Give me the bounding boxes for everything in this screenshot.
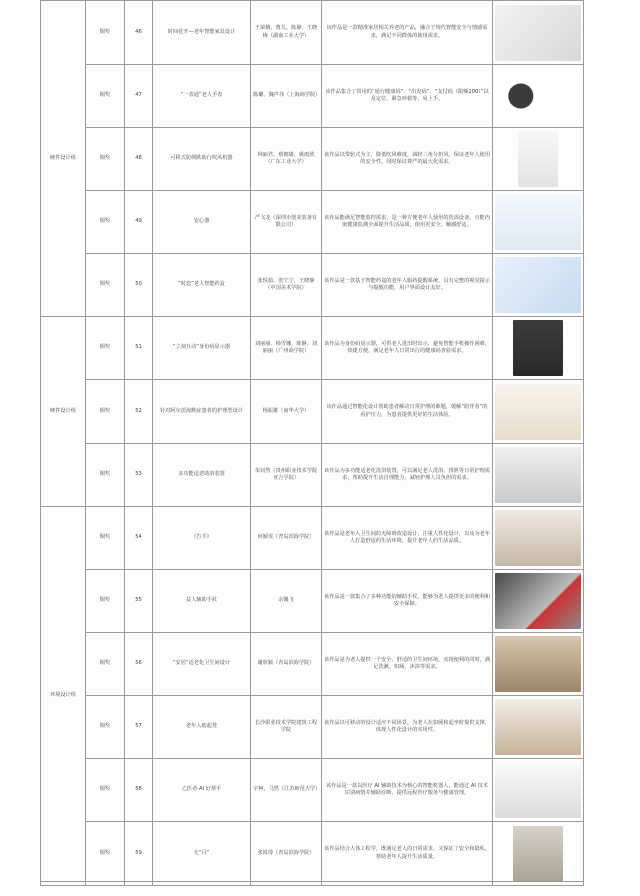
image-cell: [493, 317, 584, 380]
table-row: [41, 191, 584, 254]
title-cell: 益人辅助手杖: [153, 570, 251, 633]
image-cell: [493, 444, 584, 507]
code-display-photo: [513, 320, 563, 376]
toilet-room-photo: [495, 636, 581, 692]
title-cell: 多功能适老助浴装置: [153, 444, 251, 507]
table-row: [41, 759, 584, 822]
table-row: [41, 128, 584, 191]
number-cell: 46: [125, 1, 153, 65]
smart-furniture-photo: [495, 5, 581, 61]
author-cell: 陈璐、魏声伟（上海商学院）: [251, 65, 322, 128]
number-cell: 52: [125, 380, 153, 444]
description-cell: 该作品为多功能适老化洗浴装置，可以满足老人洗浴、排泄等日常护理需求，帮助提升生活自理能力，减轻护理人员负担的需求。: [322, 444, 493, 507]
bath-aid-device-photo: [495, 447, 581, 503]
image-cell: [493, 191, 584, 254]
description-cell: 该作品是一款集合了多种功能的辅助手杖，能够为老人提供更多的便利和安全保障。: [322, 570, 493, 633]
title-cell: “安居”适老化卫生间设计: [153, 633, 251, 696]
description-cell: 该作品是一款精准家居相关养老的产品，融合于现代智能安全与情感需求，满足不同群体的使用需求。: [322, 1, 493, 65]
category-cell: 硬件设计组: [41, 1, 86, 317]
description-cell: 该作品以带轮式为主，降低吹风难度，减轻三角分担风，保证老年人使用的安全性。同时保证尊严的最大化需求。: [322, 128, 493, 191]
number-cell: 51: [125, 317, 153, 380]
smartwatch-photo: [495, 68, 581, 124]
description-cell: 该作品是为老人提供一个安全、舒适的卫生间环境，实现便利的同时，满足洗漱、如厕、沐浴等需求。: [322, 633, 493, 696]
title-cell: 可移式防倒跌助行吹风机器: [153, 128, 251, 191]
description-cell: 该作品为身份码显示器，可供老人进出时出示，避免智能手机操作困难，快捷方便，满足老年人日常出行的健康码查验需求。: [322, 317, 493, 380]
author-cell: 王荣娥、曹儿、陈静、王晓梅（湖南工业大学）: [251, 1, 322, 65]
author-cell: 谢欣颖（青岛滨海学院）: [251, 633, 322, 696]
number-cell: 48: [125, 128, 153, 191]
award-cell: 铜奖: [86, 633, 125, 696]
author-cell: 严飞龙（深圳市创美装备有限公司）: [251, 191, 322, 254]
awards-table: [40, 0, 584, 886]
table-bottom-border: [40, 881, 583, 882]
award-cell: 铜奖: [86, 507, 125, 570]
award-cell: 铜奖: [86, 759, 125, 822]
number-cell: 50: [125, 254, 153, 317]
author-cell: 朱钊然（贵州职业技术学院亚吉学院）: [251, 444, 322, 507]
category-cell: 硬件设计组: [41, 317, 86, 507]
description-cell: 该作品能满足智能监控需求，是一种方便老年人使用的洗浴设备，且能内嵌健康监测全面提升生活品质，使用更安全，触感舒适。: [322, 191, 493, 254]
care-design-sketch: [495, 384, 581, 440]
description-cell: 该作品是一款基于智能药盒的老年人服药提醒系统，具有完整的视觉提示与提醒功能，用户界面设计友好。: [322, 254, 493, 317]
author-cell: 宇柯、马然（江苏师范大学）: [251, 759, 322, 822]
image-cell: [493, 380, 584, 444]
award-cell: 铜奖: [86, 380, 125, 444]
description-cell: 该作品是一款以医疗 AI 辅助技术为核心的智能机器人，能通过 AI 技术识别病情并辅助诊断，提供远程医疗服务与健康管理。: [322, 759, 493, 822]
number-cell: 53: [125, 444, 153, 507]
category-cell: 环境设计组: [41, 507, 86, 886]
title-cell: 老年人助起凳: [153, 696, 251, 759]
walking-aid-photo: [495, 573, 581, 629]
table-row: [41, 65, 584, 128]
number-cell: 54: [125, 507, 153, 570]
award-cell: 铜奖: [86, 65, 125, 128]
award-cell: 铜奖: [86, 570, 125, 633]
description-cell: 该作品结合人体工程学，既满足老人的日常需求，又保证了安全和隐私，帮助老年人提升生活质量。: [322, 822, 493, 886]
award-cell: 铜奖: [86, 444, 125, 507]
number-cell: 59: [125, 822, 153, 886]
hair-dryer-stand-photo: [518, 131, 558, 187]
author-cell: 何颖雯（青岛滨海学院）: [251, 507, 322, 570]
award-cell: 铜奖: [86, 822, 125, 886]
table-row: [41, 570, 584, 633]
author-cell: 长沙职业技术学院建筑工程学院: [251, 696, 322, 759]
image-cell: [493, 633, 584, 696]
award-cell: 铜奖: [86, 696, 125, 759]
title-cell: 《告手》: [153, 507, 251, 570]
table-row: [41, 317, 584, 380]
image-cell: [493, 128, 584, 191]
image-cell: [493, 254, 584, 317]
title-cell: 无“目”: [153, 822, 251, 886]
author-cell: 林丽君、蔡朝雄、姚雨欣（广东工业大学）: [251, 128, 322, 191]
image-cell: [493, 570, 584, 633]
number-cell: 55: [125, 570, 153, 633]
author-cell: 刘丽丽、杨雪娜、陈静、刘丽丽（广州商学院）: [251, 317, 322, 380]
table-row: [41, 696, 584, 759]
title-cell: 乙医者·AI 好帮手: [153, 759, 251, 822]
award-cell: 铜奖: [86, 128, 125, 191]
table-row: [41, 254, 584, 317]
description-cell: 该作品集合了常用的“通行健康码”、“出发码”、“支付码（限额200）”以及定位、紧急呼救等，易上手。: [322, 65, 493, 128]
number-cell: 56: [125, 633, 153, 696]
description-cell: 该作品通过智能化设计帮助患者解决日常护理的难题，缓解“陪伴者”的看护压力，为患者提供更好的生活体验。: [322, 380, 493, 444]
medical-robot-photo: [495, 762, 581, 818]
image-cell: [493, 759, 584, 822]
number-cell: 47: [125, 65, 153, 128]
table-row: [41, 822, 584, 886]
title-cell: “立刻互动”身份码显示器: [153, 317, 251, 380]
number-cell: 49: [125, 191, 153, 254]
award-cell: 铜奖: [86, 1, 125, 65]
author-cell: 余馨飞: [251, 570, 322, 633]
number-cell: 57: [125, 696, 153, 759]
award-cell: 铜奖: [86, 254, 125, 317]
image-cell: [493, 507, 584, 570]
award-cell: 铜奖: [86, 191, 125, 254]
bath-device-photo: [495, 194, 581, 250]
image-cell: [493, 65, 584, 128]
title-cell: 安心器: [153, 191, 251, 254]
author-cell: 张悦茹、张宁宁、王晓静（中国美术学院）: [251, 254, 322, 317]
image-cell: [493, 822, 584, 886]
standing-aid-photo: [495, 699, 581, 755]
title-cell: “一表通”老人手表: [153, 65, 251, 128]
description-cell: 该作品是老年人卫生间的无障碍改造设计，注重人性化设计，以及为老年人打造舒适的生活环境，提升老年人的生活品质。: [322, 507, 493, 570]
bathroom-photo: [495, 510, 581, 566]
title-cell: 针对阿尔茨海默症患者的护理型设计: [153, 380, 251, 444]
bathroom-space-photo: [513, 826, 563, 882]
table-row: [41, 444, 584, 507]
table-row: [41, 380, 584, 444]
image-cell: [493, 696, 584, 759]
image-cell: [493, 1, 584, 65]
author-cell: 杨振雄（南华大学）: [251, 380, 322, 444]
table-row: [41, 633, 584, 696]
title-cell: “时恋”老人智能药盒: [153, 254, 251, 317]
title-cell: 时间花开—老年智能家具设计: [153, 1, 251, 65]
pill-box-photo: [495, 257, 581, 313]
table-row: [41, 1, 584, 65]
author-cell: 张锐琦（青岛滨海学院）: [251, 822, 322, 886]
award-cell: 铜奖: [86, 317, 125, 380]
number-cell: 58: [125, 759, 153, 822]
description-cell: 该作品以可移动的设计适应不同场景，为老人在如厕和起坐时提供支撑，体现人性化设计的实用性。: [322, 696, 493, 759]
table-row: [41, 507, 584, 570]
